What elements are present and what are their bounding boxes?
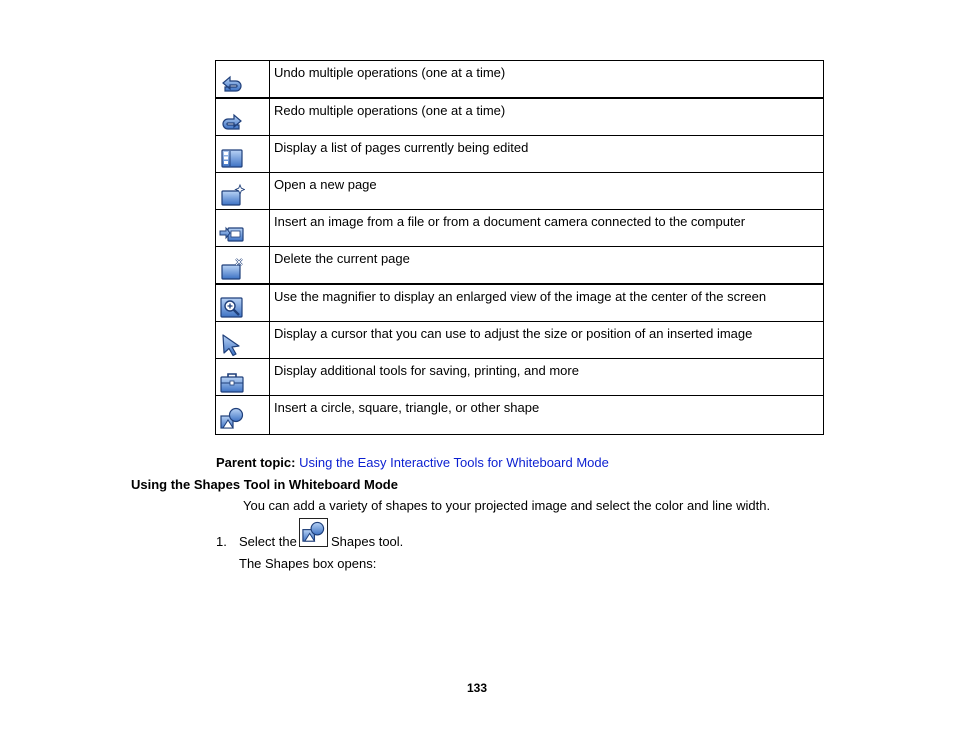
shapes-icon xyxy=(301,520,326,545)
tool-description: Display a cursor that you can use to adjust the size or position of an inserted image xyxy=(270,322,824,359)
shapes-tool-inline xyxy=(299,518,328,547)
section-heading: Using the Shapes Tool in Whiteboard Mode xyxy=(131,477,398,492)
step-result: The Shapes box opens: xyxy=(239,556,377,571)
table-row xyxy=(216,284,824,322)
tool-description: Display a list of pages currently being edited xyxy=(270,136,824,173)
tool-description: Undo multiple operations (one at a time) xyxy=(270,61,824,99)
parent-topic-link[interactable]: Using the Easy Interactive Tools for Whiteboard Mode xyxy=(299,455,609,470)
table-row xyxy=(216,210,824,247)
table-row xyxy=(216,98,824,136)
tool-description: Display additional tools for saving, printing, and more xyxy=(270,359,824,396)
new-page-icon xyxy=(219,183,245,209)
parent-topic xyxy=(216,455,609,470)
insert-image-icon xyxy=(219,220,245,246)
tool-description: Open a new page xyxy=(270,173,824,210)
magnifier-icon xyxy=(219,295,245,321)
parent-topic-label: Parent topic: xyxy=(216,455,296,470)
table-row xyxy=(216,396,824,435)
tool-description: Redo multiple operations (one at a time) xyxy=(270,98,824,136)
tool-description: Insert an image from a file or from a document camera connected to the computer xyxy=(270,210,824,247)
page-number: 133 xyxy=(466,681,488,695)
table-row xyxy=(216,322,824,359)
redo-icon xyxy=(219,109,245,135)
section-intro: You can add a variety of shapes to your projected image and select the color and line width. xyxy=(243,498,771,513)
step-text-before: Select the xyxy=(239,534,297,549)
toolbox-icon xyxy=(219,369,245,395)
step-text-after: Shapes tool. xyxy=(331,534,404,549)
table-row xyxy=(216,247,824,285)
delete-page-icon xyxy=(219,257,245,283)
tool-description: Insert a circle, square, triangle, or other shape xyxy=(270,396,824,435)
undo-icon xyxy=(219,71,245,97)
step-number: 1. xyxy=(216,534,227,549)
tool-description: Delete the current page xyxy=(270,247,824,285)
page-list-icon xyxy=(219,146,245,172)
table-row xyxy=(216,173,824,210)
table-row xyxy=(216,359,824,396)
table-row xyxy=(216,61,824,99)
tools-table xyxy=(215,60,824,435)
cursor-icon xyxy=(219,332,245,358)
shapes-icon xyxy=(219,406,245,432)
table-row xyxy=(216,136,824,173)
tool-description: Use the magnifier to display an enlarged view of the image at the center of the screen xyxy=(270,284,824,322)
